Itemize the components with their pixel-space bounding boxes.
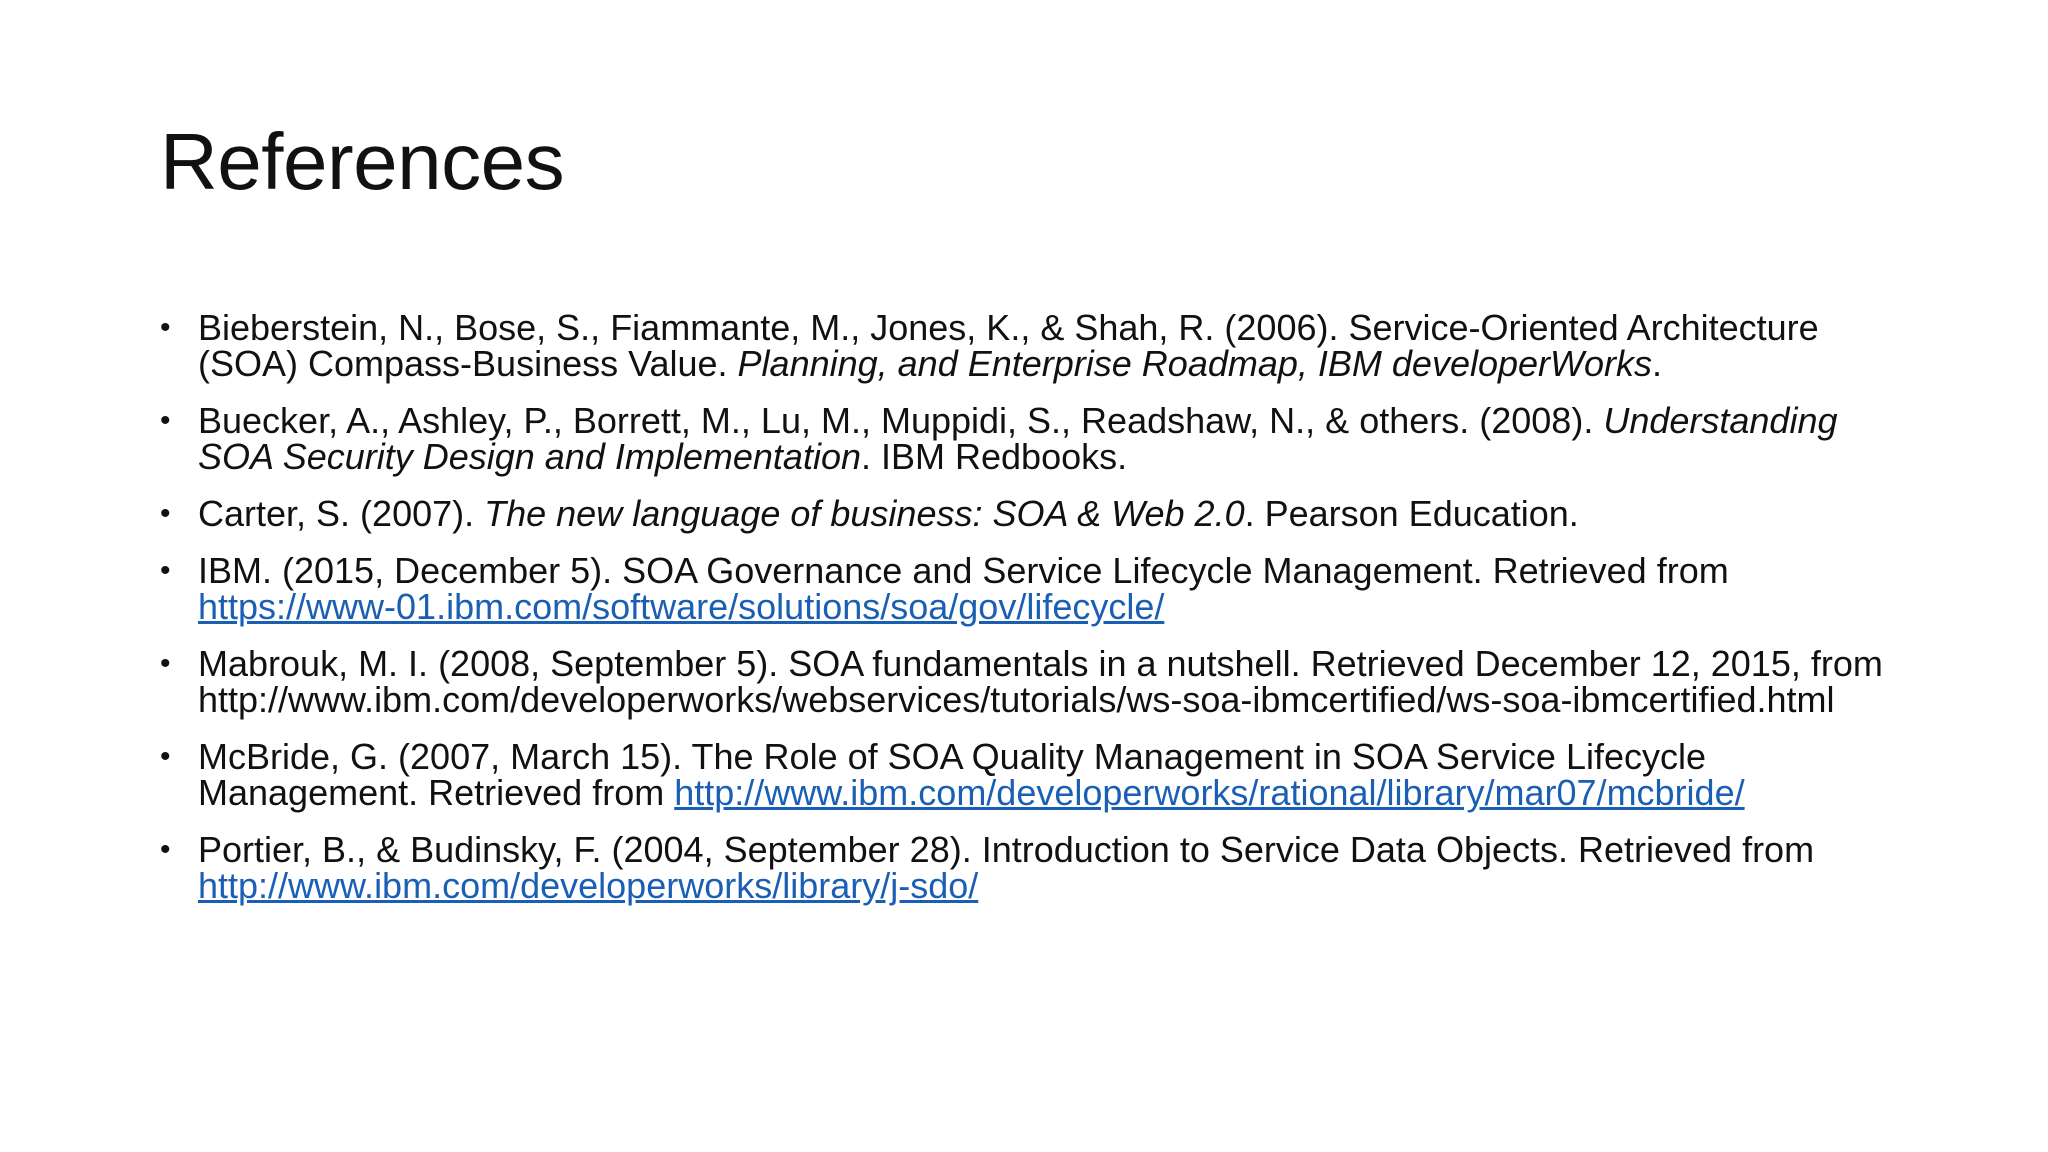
reference-text [198,829,1814,906]
reference-text [198,400,1838,477]
reference-text [198,307,1819,384]
reference-link[interactable]: http://www.ibm.com/developerworks/rational/library/mar07/mcbride/ [674,772,1745,813]
reference-citation-end: . Pearson Education. [1244,493,1579,534]
reference-item-4 [160,550,1920,627]
reference-citation: Carter, S. (2007). [198,493,485,534]
reference-citation: Mabrouk, M. I. (2008, September 5). SOA fundamentals in a nutshell. Retrieved December 12, 2015, from http://www.ibm.com/developerworks/webservices/tutorials/ws-soa-ibmcertified/ws-soa-ibmcertified.html [198,643,1883,720]
reference-text [198,736,1745,813]
reference-item-3 [160,493,1920,534]
reference-citation-end: . [1652,343,1663,384]
reference-item-6 [160,736,1920,813]
reference-text [198,550,1729,627]
reference-italic-title: The new language of business: SOA & Web 2.0 [484,493,1245,534]
reference-item-2 [160,400,1920,477]
bullet-icon: • [160,740,171,773]
reference-text [198,493,1579,534]
reference-link[interactable]: http://www.ibm.com/developerworks/library/j-sdo/ [198,865,979,906]
reference-text [198,643,1883,720]
reference-citation-end: . IBM Redbooks. [861,436,1128,477]
reference-citation: Portier, B., & Budinsky, F. (2004, September 28). Introduction to Service Data Objects. Retrieved from [198,829,1815,870]
bullet-icon: • [160,497,171,530]
bullet-icon: • [160,833,171,866]
reference-item-1 [160,307,1920,384]
slide-title: References [160,117,565,206]
reference-citation: Bieberstein, N., Bose, S., Fiammante, M., Jones, K., & Shah, R. (2006). Service-Oriented Architecture (SOA) Compass-Business Value. [198,307,1819,384]
reference-italic-title: Understanding SOA Security Design and Implementation [198,400,1838,477]
reference-list [160,307,1920,925]
reference-link[interactable]: https://www-01.ibm.com/software/solutions/soa/gov/lifecycle/ [198,586,1165,627]
reference-item-7 [160,829,1920,906]
bullet-icon: • [160,311,171,344]
reference-citation: Buecker, A., Ashley, P., Borrett, M., Lu, M., Muppidi, S., Readshaw, N., & others. (2008). [198,400,1604,441]
reference-citation: IBM. (2015, December 5). SOA Governance and Service Lifecycle Management. Retrieved from [198,550,1729,591]
reference-citation: McBride, G. (2007, March 15). The Role of SOA Quality Management in SOA Service Lifecycle Management. Retrieved from [198,736,1707,813]
reference-italic-title: Planning, and Enterprise Roadmap, IBM developerWorks [737,343,1652,384]
reference-item-5 [160,643,1920,720]
bullet-icon: • [160,647,171,680]
bullet-icon: • [160,404,171,437]
bullet-icon: • [160,554,171,587]
